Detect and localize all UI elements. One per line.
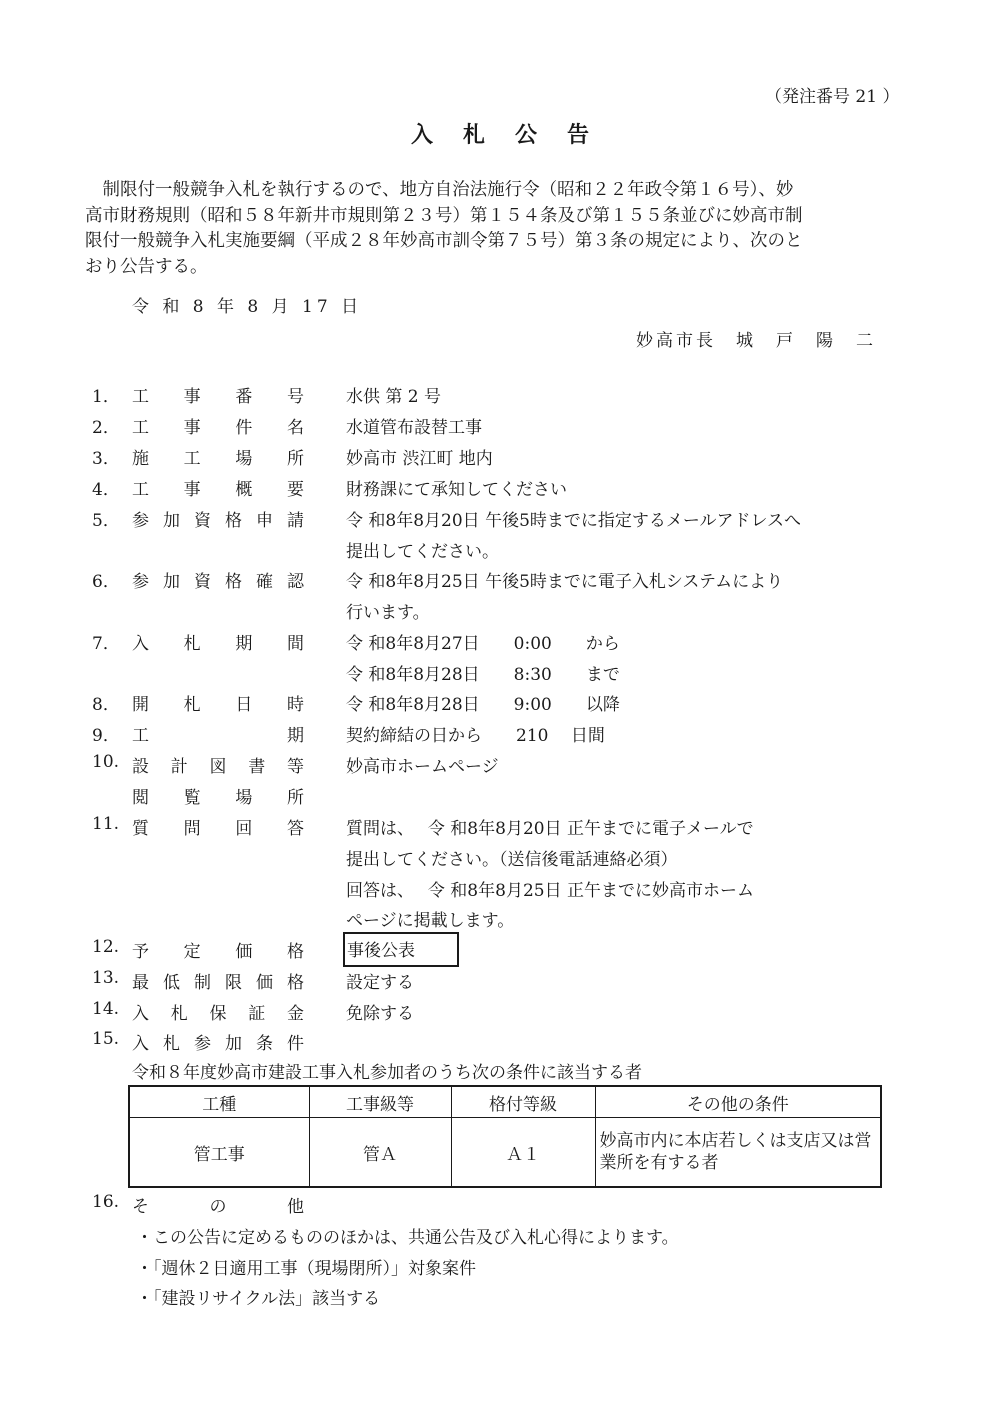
item-number: 1．	[92, 387, 120, 407]
item-value: 提出してください。	[346, 542, 499, 562]
table-cell: 妙高市内に本店若しくは支店又は営業所を有する者	[595, 1118, 881, 1188]
item-value: 提出してください。（送信後電話連絡必須）	[346, 850, 678, 870]
item-value: 水道管布設替工事	[346, 418, 482, 438]
item-label: 参加資格申請	[132, 511, 304, 531]
item-label: 入札保証金	[132, 1004, 304, 1024]
item-value: 財務課にて承知してください	[346, 480, 567, 500]
item-number: 5．	[92, 511, 120, 531]
note-item: ・「建設リサイクル法」該当する	[136, 1289, 381, 1309]
order-number: （発注番号 21 ）	[765, 87, 900, 107]
column-header: 工種	[129, 1086, 309, 1118]
item-label: 開札日時	[132, 695, 304, 715]
intro-paragraph	[85, 178, 915, 280]
intro-line: 限付一般競争入札実施要綱（平成２８年妙高市訓令第７５号）第３条の規定により、次のと	[85, 231, 803, 251]
note-item: ・この公告に定めるもののほかは、共通公告及び入札心得によります。	[136, 1228, 679, 1248]
item-number: 10.	[92, 752, 120, 772]
item-label: 入札参加条件	[132, 1034, 304, 1054]
page-title: 入札公告	[410, 122, 619, 148]
item-number: 7．	[92, 634, 120, 654]
item-value: 回答は、 令 和8年8月25日 正午までに妙高市ホーム	[346, 881, 754, 901]
item-value: 質問は、 令 和8年8月20日 正午までに電子メールで	[346, 819, 754, 839]
item-number: 12.	[92, 937, 120, 957]
intro-line: 高市財務規則（昭和５８年新井市規則第２３号）第１５４条及び第１５５条並びに妙高市制	[85, 205, 803, 226]
item-value: 令 和8年8月28日 8:30 まで	[346, 665, 620, 685]
column-header: その他の条件	[595, 1086, 881, 1118]
item-number: 9．	[92, 726, 120, 746]
conditions-intro: 令和８年度妙高市建設工事入札参加者のうち次の条件に該当する者	[132, 1063, 642, 1083]
note-item: ・「週休２日適用工事（現場閉所）」対象案件	[136, 1259, 476, 1279]
item-label: 設計図書等	[132, 757, 304, 777]
table-header-row	[129, 1086, 881, 1118]
item-number: 11.	[92, 814, 120, 834]
table-cell: 管工事	[129, 1118, 309, 1188]
item-label: 予定価格	[132, 942, 304, 962]
item-value: 令 和8年8月27日 0:00 から	[346, 634, 620, 654]
item-label: 工期	[132, 726, 304, 746]
table-cell: Ａ１	[451, 1118, 595, 1188]
item-value: 水供 第 2 号	[346, 387, 442, 407]
item-value: 令 和8年8月25日 午後5時までに電子入札システムにより	[346, 572, 784, 592]
table-cell: 管Ａ	[309, 1118, 451, 1188]
item-label: 参加資格確認	[132, 572, 304, 592]
item-label: 質問回答	[132, 819, 304, 839]
item-number: 13.	[92, 968, 120, 988]
item-value: 契約締結の日から 210 日間	[346, 726, 605, 746]
item-number: 4．	[92, 480, 120, 500]
item-number: 8．	[92, 695, 120, 715]
item-value: 令 和8年8月28日 9:00 以降	[346, 695, 620, 715]
item-label: 入札期間	[132, 634, 304, 654]
item-number: 16.	[92, 1192, 120, 1212]
item-number: 3．	[92, 449, 120, 469]
column-header: 工事級等	[309, 1086, 451, 1118]
item-label: 工事件名	[132, 418, 304, 438]
item-value: 妙高市 渋江町 地内	[346, 449, 493, 469]
intro-line: おり公告する。	[85, 256, 208, 277]
item-value: ページに掲載します。	[346, 911, 515, 931]
item-number: 6．	[92, 572, 120, 592]
item-value: 妙高市ホームページ	[346, 757, 499, 777]
item-label: 最低制限価格	[132, 973, 304, 993]
column-header: 格付等級	[451, 1086, 595, 1118]
item-value: 令 和8年8月20日 午後5時までに指定するメールアドレスへ	[346, 511, 802, 531]
item-number: 15.	[92, 1029, 120, 1049]
issuer-name: 妙高市長 城 戸 陽 二	[636, 331, 876, 351]
table-row	[129, 1118, 881, 1188]
item-value: 行います。	[346, 603, 430, 623]
intro-line: 制限付一般競争入札を執行するので、地方自治法施行令（昭和２２年政令第１６号）、妙	[85, 180, 794, 200]
item-label: 閲覧場所	[132, 788, 304, 808]
item-label: 工事概要	[132, 480, 304, 500]
announcement-date: 令 和 8 年 8 月 17 日	[132, 297, 363, 317]
item-label: その他	[132, 1197, 304, 1217]
item-value: 設定する	[346, 973, 414, 993]
item-number: 14.	[92, 999, 120, 1019]
item-label: 施工場所	[132, 449, 304, 469]
conditions-table	[128, 1085, 882, 1188]
item-value-boxed: 事後公表	[343, 932, 459, 967]
item-value: 免除する	[346, 1004, 414, 1024]
item-number: 2．	[92, 418, 120, 438]
item-label: 工事番号	[132, 387, 304, 407]
